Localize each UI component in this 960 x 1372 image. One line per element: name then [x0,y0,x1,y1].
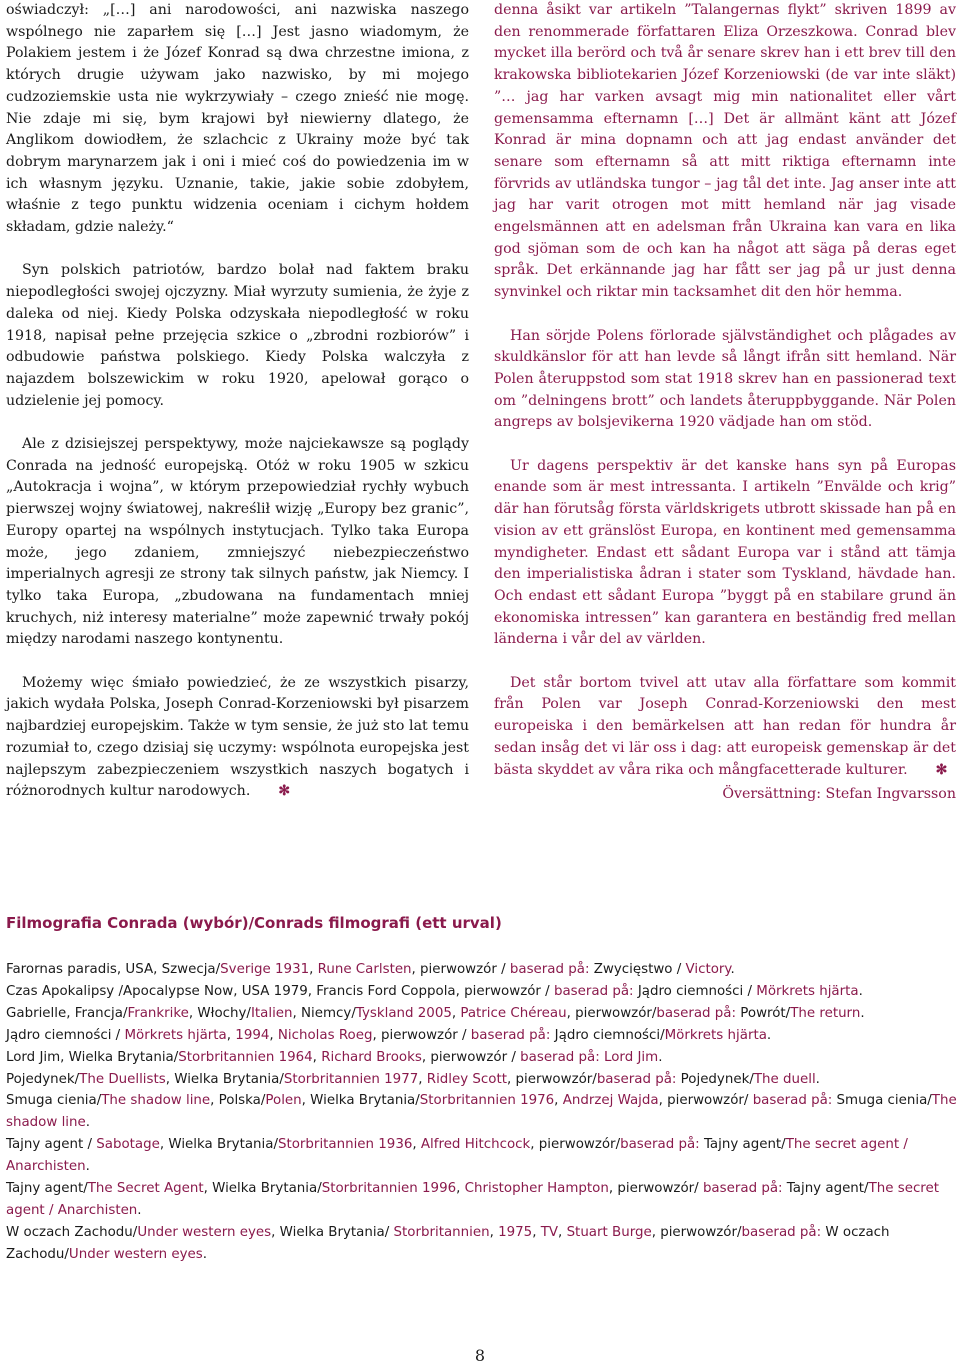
filmography-entry-segment: , [456,1181,465,1197]
filmography-entry-segment: . [860,1005,865,1021]
filmography-entry-segment: Pojedynek/ [6,1071,80,1087]
filmography-entry-segment: Polen [265,1093,302,1109]
filmography-entry-segment: Rune Carlsten [317,962,412,977]
filmography-entry-segment: baserad på: [596,1071,677,1087]
filmography-entry [6,1222,958,1266]
filmography-entry-segment: Storbritannien 1976 [419,1093,555,1109]
filmography-entry-segment: baserad på: [702,1181,783,1197]
filmography-entry-segment: Pojedynek/ [676,1071,754,1087]
filmography-entry-segment: baserad på: [520,1049,600,1065]
filmography-entry-segment: , pierwowzór / [372,1027,471,1043]
filmography-entry-segment: Smuga cienia/ [832,1093,932,1109]
filmography-entry-segment: baserad på: [553,983,634,999]
filmography-entry-segment: , Wielka Brytania/ [301,1093,420,1109]
filmography-entry-segment: , [451,1005,461,1021]
swedish-paragraph-4 [494,673,956,782]
filmography-entry-segment: Mörkrets hjärta [756,983,859,999]
filmography-entry-segment: Storbritannien 1964 [178,1049,313,1065]
polish-paragraph-2: Syn polskich patriotów, bardzo bolał nad faktem braku niepodległości swojej ojczyzny. Miał wyrzuty sumienia, że żyje z daleka od niej. Kiedy Polska odzyskała niepodległość w roku 1918, napisał pełne przejęcia szkice o „zbrodni rozbiorów” i odbudowie państwa polskiego. Kiedy Polska walczyła z najazdem bolszewickim w roku 1920, apelował gorąco o udzielenie jej pomocy. [6,262,469,409]
filmography-entry-segment: . [137,1202,142,1218]
filmography-entry-segment: , pierwowzór/ [658,1093,753,1109]
filmography-entry-segment: Czas Apokalipsy /Apocalypse Now, USA 1979, Francis Ford Coppola, pierwowzór / [6,983,554,999]
polish-paragraph-1: oświadczył: „[…] ani narodowości, ani nazwiska naszego wspólnego nie zaparłem się […] Jest jasno wiadomym, że Polakiem jestem i że Józef Konrad są dwa chrzestne imiona, z których drugie używam jako nazwisko, by mi mojego cudzoziemskie usta nie wykrzywiały – czego znieść nie mogę. Nie zdaje mi się, bym krajowi był niewierny dlatego, że Anglikom dowiodłem, że szlachcic z Ukrainy może być tak dobrym marynarzem jak i oni i mieć coś do powiedzenia im w ich własnym języku. Uznanie, takie, jakie sobie zdobyłem, właśnie z tego punktu widzenia oceniam i cichym hołdem składam, gdzie należy.“ [6,2,469,236]
filmography-entry-segment: , [269,1027,278,1043]
filmography-entry-segment: , pierwowzór/ [507,1071,597,1087]
filmography-entry-segment: Victory [685,962,731,977]
filmography-entry-segment: Tajny agent/ [699,1137,786,1153]
filmography-entry [6,1003,958,1025]
filmography-entry-segment: Storbritannien 1977 [283,1071,419,1087]
filmography-entry-segment: Frankrike [127,1005,189,1021]
swedish-paragraph-2: Han sörjde Polens förlorade självständighet och plågades av skuldkänslor för att han levde så långt ifrån sitt hemland. När Polen återuppstod som stat 1918 skrev han en passionerad text om ”delningens brott” och landets återuppbyggande. När Polen angreps av bolsjevikerna 1920 vädjade han om stöd. [494,327,956,431]
filmography-entry-segment: Powrót/ [736,1005,791,1021]
filmography-entry-segment: , pierwowzór/ [530,1137,621,1153]
filmography-entry-segment: , Wielka Brytania/ [159,1137,278,1153]
filmography-entry-segment: Jądro ciemności / [6,1027,125,1043]
filmography-entry-segment: . [858,983,863,999]
filmography-entry-segment: Jądro ciemności / [633,983,757,999]
end-mark-icon: ✻ [278,783,291,800]
filmography-entry-segment: baserad på: [620,1137,700,1153]
filmography-entry-segment: W oczach Zachodu/ [6,1224,890,1262]
filmography-entry-segment: baserad på: [741,1224,822,1240]
filmography-entry-segment: Storbritannien [393,1224,490,1240]
filmography-entry [6,1090,958,1134]
filmography-entry-segment: baserad på: [656,1005,737,1021]
filmography-entry-segment: . [658,1049,663,1065]
filmography-entry-segment: The duell [753,1071,816,1087]
filmography-entry-segment: baserad på: [509,962,590,977]
filmography-entry-segment: Tajny agent / [6,1137,97,1153]
filmography-entry-segment: Mörkrets hjärta [664,1027,767,1043]
filmography-entry-segment: , Polska/ [210,1093,266,1109]
filmography-entry-segment: , Włochy/ [188,1005,251,1021]
filmography-entry-segment: The secret agent / Anarchisten [6,1181,940,1218]
filmography-entry-segment: . [815,1071,820,1087]
filmography-entry-segment: Tajny agent/ [782,1181,869,1197]
filmography-entry [6,1047,958,1069]
filmography-entry-segment: Storbritannien 1996 [321,1181,457,1197]
filmography-entry [6,981,958,1003]
filmography-entry-segment: Patrice Chéreau [460,1005,567,1021]
filmography-entry-segment: Mörkrets hjärta [124,1027,227,1043]
swedish-paragraph-4-text: Det står bortom tvivel att utav alla författare som kommit från Polen var Joseph Conrad-Korzeniowski den mest europeiska i den bemärkelsen att han redan för hundra år sedan insåg det vi lär oss i dag: att europeisk gemenskap är det bästa skyddet av våra rika och mångfacetterade kulturer. [494,674,956,778]
filmography-entry-segment: Sverige 1931 [220,962,310,977]
filmography-entry-segment: . [85,1115,91,1131]
filmography-entry-segment: Nicholas Roeg [277,1027,373,1043]
filmography-entry-segment: 1975 [498,1224,533,1240]
filmography-entry-segment: Andrzej Wajda [562,1093,659,1109]
filmography-entry-segment: The secret agent / Anarchisten [6,1137,908,1175]
filmography-entry-segment: Jądro ciemności/ [550,1027,665,1043]
filmography-entry-segment: 1994 [235,1027,270,1043]
filmography-entry-segment: , pierwowzór / [411,962,510,977]
filmography-entry-segment: Gabrielle, Francja/ [6,1005,128,1021]
filmography-entry [6,959,958,981]
filmography-entry-segment: , pierwowzór/ [651,1224,742,1240]
swedish-paragraph-3: Ur dagens perspektiv är det kanske hans syn på Europas enande som är mest intressanta. I artikeln ”Envälde och krig” där han förutsåg första världskrigets utbrott skissade han på en vision av ett gränslöst Europa, en kontinent med gemensamma myndigheter. Endast ett sådant Europa var i stånd att tämja den imperialistiska ådran i stater som Tyskland, hävdade han. Och endast ett sådant Europa ”byggt på en stabilare grund än ekonomiska intressen” kan garantera en beständig fred mellan länderna i vår del av världen. [494,457,956,648]
page-number: 8 [474,1346,486,1365]
polish-paragraph-3: Ale z dzisiejszej perspektywy, może najciekawsze są poglądy Conrada na jedność europejską. Otóż w roku 1905 w szkicu „Autokracja i wojna”, w którym przepowiedział rychły wybuch pierwszej wojny światowej, nakreślił wizję „Europy bez granic”, Europy opartej na wspólnych instytucjach. Tylko taka Europa może, jego zdaniem, zmniejszyć niebezpieczeństwo imperialnych agresji ze strony tak silnych państw, jak Niemcy. I tylko taka Europa, „zbudowana na fundamentach mniej kruchych, niż interesy materialne” może zapewnić trwały pokój między narodami naszego kontynentu. [6,436,469,648]
filmography-entry-segment: The return [790,1005,861,1021]
filmography-entry-segment: . [202,1246,208,1262]
filmography-entry-segment: , pierwowzór/ [566,1005,657,1021]
translator-credit: Översättning: Stefan Ingvarsson [722,786,956,802]
filmography-entry-segment: Christopher Hampton [464,1181,609,1197]
filmography-entry-segment: , [309,962,318,977]
filmography-entry-segment: The shadow line [6,1093,957,1131]
filmography-entry-segment: Tyskland 2005 [355,1005,452,1021]
filmography-entry-segment: , [312,1049,322,1065]
filmography-entry-segment: Farornas paradis, USA, Szwecja/ [6,962,221,977]
filmography-entry [6,1134,958,1178]
swedish-paragraph-1: denna åsikt var artikeln ”Talangernas flykt” skriven 1899 av den renommerade författaren Eliza Orzeszkowa. Conrad blev mycket illa berörd och två år senare skrev han i ett brev till den krakowska bibliotekarien Józef Korzeniowski (de var inte släkt) ”… jag har varken avsagt mig min nationalitet eller vårt gemensamma efternamn […] Det är allmänt känt att Józef Konrad är mina dopnamn och att jag endast använder det senare som efternamn så att mitt riktiga efternamn inte förvrids av utländska tungor – jag tål det inte. Jag anser inte att jag har varit otrogen mot mitt hemland när jag visade engelsmännen att en adelsman från Ukraina kan vara en lika god sjöman som de och kan ha något att säga på deras eget språk. Det erkännande jag har fått ser jag på ur just denna synvinkel och riktar min tacksamhet dit den hör hemma. [494,2,956,301]
filmography-entry-segment: Alfred Hitchcock [420,1137,531,1153]
filmography-entry-segment: . [85,1159,90,1175]
filmography-entry-segment: The shadow line [101,1093,211,1109]
filmography-entry-segment: , [532,1224,541,1240]
filmography-entry-segment: , [558,1224,567,1240]
filmography-entry-segment: , Wielka Brytania/ [165,1071,284,1087]
filmography-entry-segment: TV [540,1224,559,1240]
filmography-entry-segment: Tajny agent/ [6,1181,88,1197]
filmography-entry-segment: Italien [250,1005,293,1021]
filmography-entry-segment: . [730,962,735,977]
filmography-entry-segment: Lord Jim, Wielka Brytania/ [6,1049,179,1065]
filmography-list [6,959,958,1266]
filmography-entry [6,1069,958,1091]
filmography-entry-segment: , [418,1071,427,1087]
filmography-entry-segment: Under western eyes [68,1246,203,1262]
filmography-entry-segment: The Secret Agent [87,1181,204,1197]
filmography-entry-segment: , [489,1224,499,1240]
filmography-entry-segment: Smuga cienia/ [6,1093,102,1109]
filmography-entry-segment: , pierwowzór / [421,1049,521,1065]
polish-paragraph-4-text: Możemy więc śmiało powiedzieć, że ze wszystkich pisarzy, jakich wydała Polska, Joseph Conrad-Korzeniowski był pisarzem najbardziej europejskim. Także w tym sensie, że już sto lat temu rozumiał to, czego dzisiaj się uczymy: wspólnota europejska jest najlepszym zabezpieczeniem wszystkich naszych bogatych i różnorodnych kultur narodowych. [6,674,469,800]
end-mark-icon: ✻ [935,761,948,778]
swedish-column [494,0,956,781]
filmography-entry-segment: , pierwowzór/ [608,1181,703,1197]
filmography-entry-segment: Lord Jim [604,1049,659,1065]
filmography-entry-segment: W oczach Zachodu/ [6,1224,138,1240]
filmography-entry-segment: Sabotage [96,1137,160,1153]
filmography-entry-segment: Zwycięstwo / [589,962,686,977]
filmography-entry-segment: . [766,1027,772,1043]
filmography-entry-segment: , [554,1093,563,1109]
filmography-entry-segment: Ridley Scott [426,1071,507,1087]
filmography-entry-segment: , Wielka Brytania/ [203,1181,322,1197]
polish-paragraph-4 [6,673,469,803]
filmography-entry-segment: Richard Brooks [321,1049,422,1065]
filmography-entry-segment: , Wielka Brytania/ [271,1224,394,1240]
polish-column [6,0,469,803]
filmography-entry-segment: , [412,1137,421,1153]
filmography-entry-segment: , Niemcy/ [292,1005,356,1021]
filmography-entry-segment: Stuart Burge [566,1224,652,1240]
filmography-entry [6,1025,958,1047]
filmography-entry [6,1178,958,1222]
filmography-entry-segment: , [226,1027,236,1043]
filmography-entry-segment: baserad på: [470,1027,551,1043]
filmography-heading: Filmografia Conrada (wybór)/Conrads filmografi (ett urval) [6,914,502,932]
filmography-entry-segment: Storbritannien 1936 [277,1137,413,1153]
filmography-entry-segment: Under western eyes [137,1224,272,1240]
filmography-entry-segment: The Duellists [79,1071,166,1087]
filmography-entry-segment: baserad på: [752,1093,833,1109]
